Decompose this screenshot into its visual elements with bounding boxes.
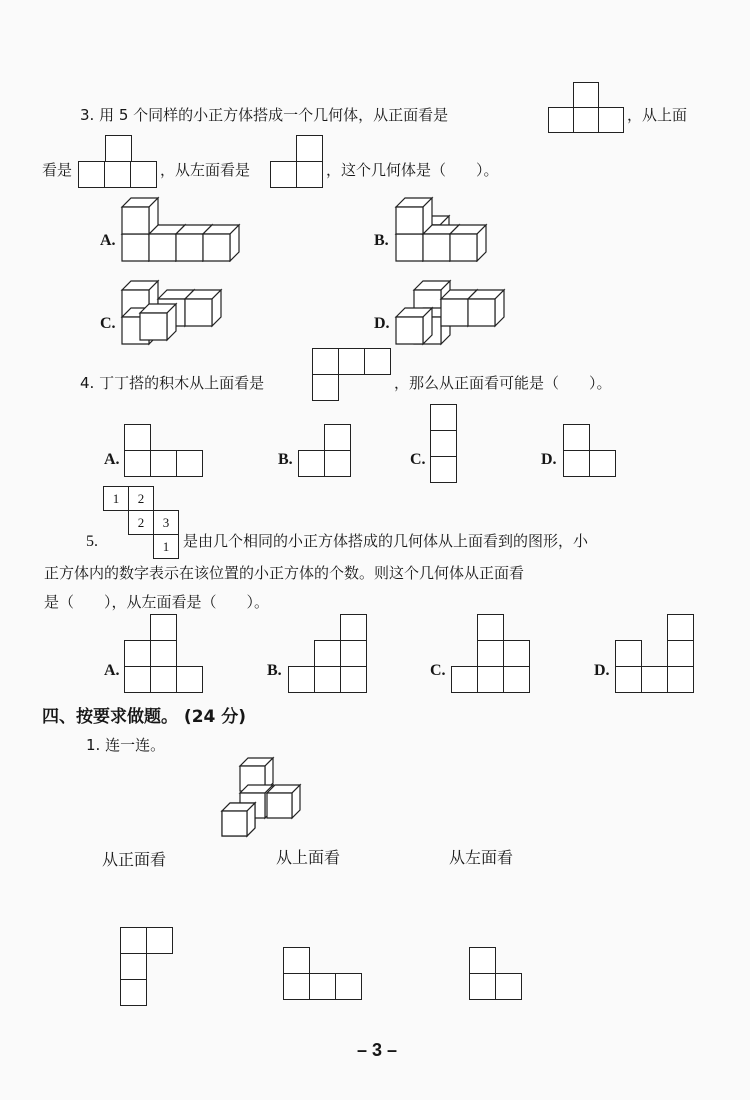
section4-solid-figure xyxy=(218,746,304,842)
q5-text-line2: 正方体内的数字表示在该位置的小正方体的个数。则这个几何体从正面看 xyxy=(44,564,525,582)
q3-option-d-figure xyxy=(392,262,522,347)
q4-top-view-figure xyxy=(312,348,390,400)
q4-text-b: ，那么从正面看可能是（ ）。 xyxy=(394,374,612,392)
q3-top-view-figure xyxy=(78,135,158,187)
q3-line2-c: ，这个几何体是（ ）。 xyxy=(326,161,499,179)
q4-text-a: 4. 丁丁搭的积木从上面看是 xyxy=(80,374,265,392)
q5-grid-cell: 1 xyxy=(153,534,179,559)
q3-option-b-label: B. xyxy=(374,232,389,249)
q5-number: 5. xyxy=(86,533,98,550)
q5-grid-cell: 3 xyxy=(153,510,179,535)
q3-option-a-figure xyxy=(118,192,248,262)
q4-option-d-label: D. xyxy=(541,451,557,468)
q4-option-b-label: B. xyxy=(278,451,293,468)
q3-line2-a: 看是 xyxy=(42,161,73,179)
q4-option-a-label: A. xyxy=(104,451,120,468)
q3-front-view-figure xyxy=(548,82,623,132)
q5-option-d-label: D. xyxy=(594,662,610,679)
q5-option-c-label: C. xyxy=(430,662,446,679)
q3-left-view-figure xyxy=(270,135,324,187)
q5-text-line3: 是（ ），从左面看是（ ）。 xyxy=(44,593,270,611)
q5-grid-cell: 2 xyxy=(128,510,154,535)
page-number: – 3 – xyxy=(357,1040,398,1060)
q3-line1-b: ，从上面 xyxy=(627,106,688,124)
q3-line2-b: ，从左面看是 xyxy=(160,161,251,179)
q5-option-a-label: A. xyxy=(104,662,120,679)
label-top-view: 从上面看 xyxy=(276,848,341,867)
q3-option-c-label: C. xyxy=(100,315,116,332)
q5-grid-cell: 1 xyxy=(103,486,129,511)
q3-option-a-label: A. xyxy=(100,232,116,249)
section4-q1-text: 1. 连一连。 xyxy=(86,736,166,754)
label-left-view: 从左面看 xyxy=(449,848,514,867)
q5-option-b-label: B. xyxy=(267,662,282,679)
q4-option-c-label: C. xyxy=(410,451,426,468)
q5-grid-cell: 2 xyxy=(128,486,154,511)
q5-text-line1: 是由几个相同的小正方体搭成的几何体从上面看到的图形，小 xyxy=(183,532,589,550)
label-front-view: 从正面看 xyxy=(102,850,167,869)
q3-option-b-figure xyxy=(392,192,522,262)
section-heading: 四、按要求做题。 (24 分) xyxy=(42,707,247,727)
q3-option-d-label: D. xyxy=(374,315,390,332)
q3-option-c-figure xyxy=(118,262,248,347)
q3-line1-a: 3. 用 5 个同样的小正方体搭成一个几何体，从正面看是 xyxy=(80,106,449,124)
